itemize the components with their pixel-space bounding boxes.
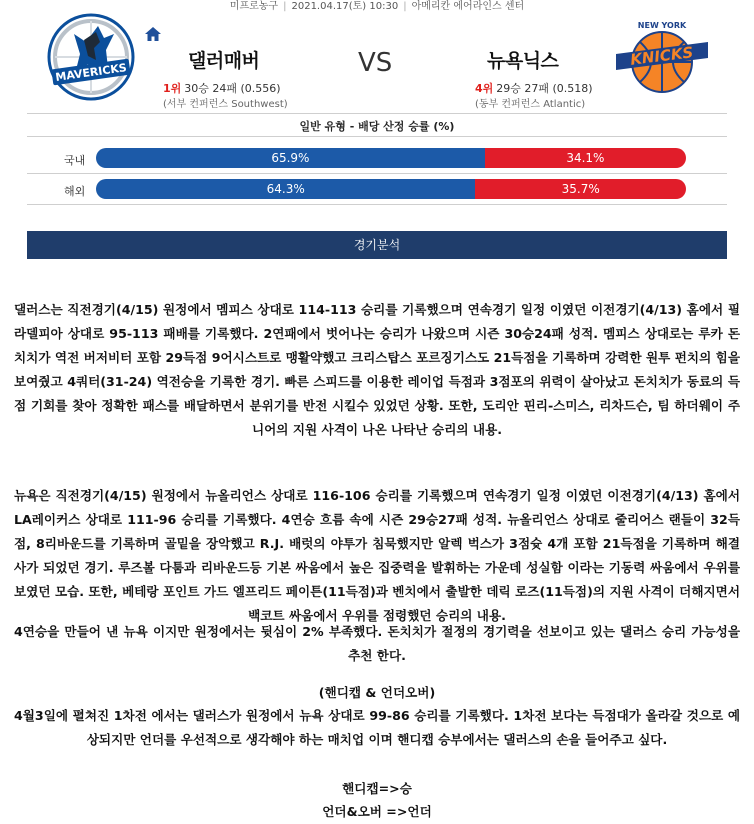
away-team-rank: 4위 — [475, 82, 494, 95]
analysis-paragraph-handicap: 4월3일에 펼쳐진 1차전 에서는 댈러스가 원정에서 뉴욕 상대로 99-86 승리를 기록했다. 1차전 보다는 득점대가 올라갈 것으로 예상되지만 언더를 우선적으로 생각해야 하는 매치업 이며 핸디캡 승부에서는 댈러스의 손을 들어주고 싶다. — [14, 708, 740, 747]
home-team-rank: 1위 — [163, 82, 182, 95]
stat-row-label-domestic: 국내 — [64, 154, 86, 167]
stats-section-title: 일반 유형 - 배당 산정 승률 (%) — [299, 120, 455, 133]
pick-over-under: 언더&오버 =>언더 — [322, 804, 432, 819]
mavericks-logo — [46, 12, 136, 102]
analysis-header: 경기분석 — [27, 231, 727, 259]
stat-bar-home-overseas: 64.3% — [96, 179, 475, 199]
home-team-wl: 30승 24패 (0.556) — [184, 82, 281, 95]
match-datetime: 2021.04.17(토) 10:30 — [291, 1, 399, 12]
stat-bar-away-domestic: 34.1% — [485, 148, 686, 168]
svg-text:NEW YORK: NEW YORK — [637, 21, 687, 30]
venue-label: 아메리칸 에어라인스 센터 — [411, 1, 525, 12]
stat-row-label-overseas: 해외 — [64, 185, 86, 198]
away-team-wl: 29승 27패 (0.518) — [496, 82, 593, 95]
away-team-conference: (동부 컨퍼런스 Atlantic) — [475, 99, 586, 110]
home-icon[interactable] — [144, 25, 162, 43]
stat-bar-home-domestic: 65.9% — [96, 148, 485, 168]
knicks-logo — [614, 14, 710, 98]
divider — [27, 113, 727, 114]
home-team-conference: (서부 컨퍼런스 Southwest) — [163, 99, 288, 110]
home-team-record — [163, 80, 281, 96]
stat-bar-overseas — [96, 179, 686, 199]
analysis-paragraph-home: 댈러스는 직전경기(4/15) 원정에서 멤피스 상대로 114-113 승리를 기록했으며 연속경기 일정 이였던 이전경기(4/13) 홈에서 필라델피아 상대로 95-113 패배를 기록했다. 2연패에서 벗어나는 승리가 나왔으며 시즌 30승24패 성적. 멤피스 상대로는 루카 돈치치가 역전 버저비터 포함 29득점 9어시스트로 맹활약했고 크리스탑스 포르징기스도 21득점을 기록하며 강력한 원투 펀치의 힘을 보여줬고 4쿼터(31-24) 역전승을 기록한 경기. 빠른 스피드를 이용한 레이업 득점과 3점포의 위력이 살아났고 돈치치가 동료의 득점 기회를 찾아 정확한 패스를 배달하면서 분위기를 반전 시킬수 있었던 상황. 또한, 도리안 핀리-스미스, 리차드슨, 팀 하더웨이 주니어의 지원 사격이 나온 나타난 승리의 내용. — [14, 302, 740, 437]
divider — [27, 204, 727, 205]
league-label: 미프로농구 — [229, 1, 279, 12]
versus-label: VS — [358, 48, 393, 78]
svg-text:KNICKS: KNICKS — [629, 43, 695, 69]
home-team-name[interactable]: 댈러매버 — [188, 50, 260, 72]
handicap-title: (핸디캡 & 언더오버) — [318, 685, 436, 700]
away-team-record — [475, 80, 593, 96]
match-meta-bar: 미프로농구 | 2021.04.17(토) 10:30 | 아메리칸 에어라인스 센터 — [229, 1, 525, 12]
stat-bar-domestic — [96, 148, 686, 168]
away-team-name[interactable]: 뉴욕닉스 — [487, 50, 559, 72]
divider — [27, 173, 727, 174]
analysis-paragraph-away: 뉴욕은 직전경기(4/15) 원정에서 뉴올리언스 상대로 116-106 승리를 기록했으며 연속경기 일정 이였던 이전경기(4/13) 홈에서 LA레이커스 상대로 111-96 승리를 기록했다. 4연승 흐름 속에 시즌 29승27패 성적. 뉴올리언스 상대로 줄리어스 랜들이 32득점, 8리바운드를 기록하며 골밑을 장악했고 R.J. 배럿의 야투가 침묵했지만 알렉 벅스가 3점슛 4개 포함 21득점을 기록하며 해결사가 되었던 경기. 루즈볼 다툼과 리바운드등 기본 싸움에서 높은 집중력을 발휘하는 가운데 성실함 이라는 기동력 싸움에서 우위를 보였던 모습. 또한, 베테랑 포인트 가드 엘프리드 페이튼(11득점)과 벤치에서 출발한 데릭 로즈(11득점)의 지원 사격이 더해지면서 백코트 싸움에서 우위를 점령했던 승리의 내용. — [14, 488, 740, 623]
svg-text:MAVERICKS: MAVERICKS — [54, 61, 128, 84]
divider — [27, 136, 727, 137]
stat-bar-away-overseas: 35.7% — [475, 179, 686, 199]
pick-handicap: 핸디캡=>승 — [342, 781, 412, 796]
analysis-paragraph-summary: 4연승을 만들어 낸 뉴욕 이지만 원정에서는 뒷심이 2% 부족했다. 돈치치가 절정의 경기력을 선보이고 있는 댈러스 승리 가능성을 추천 한다. — [14, 624, 740, 663]
